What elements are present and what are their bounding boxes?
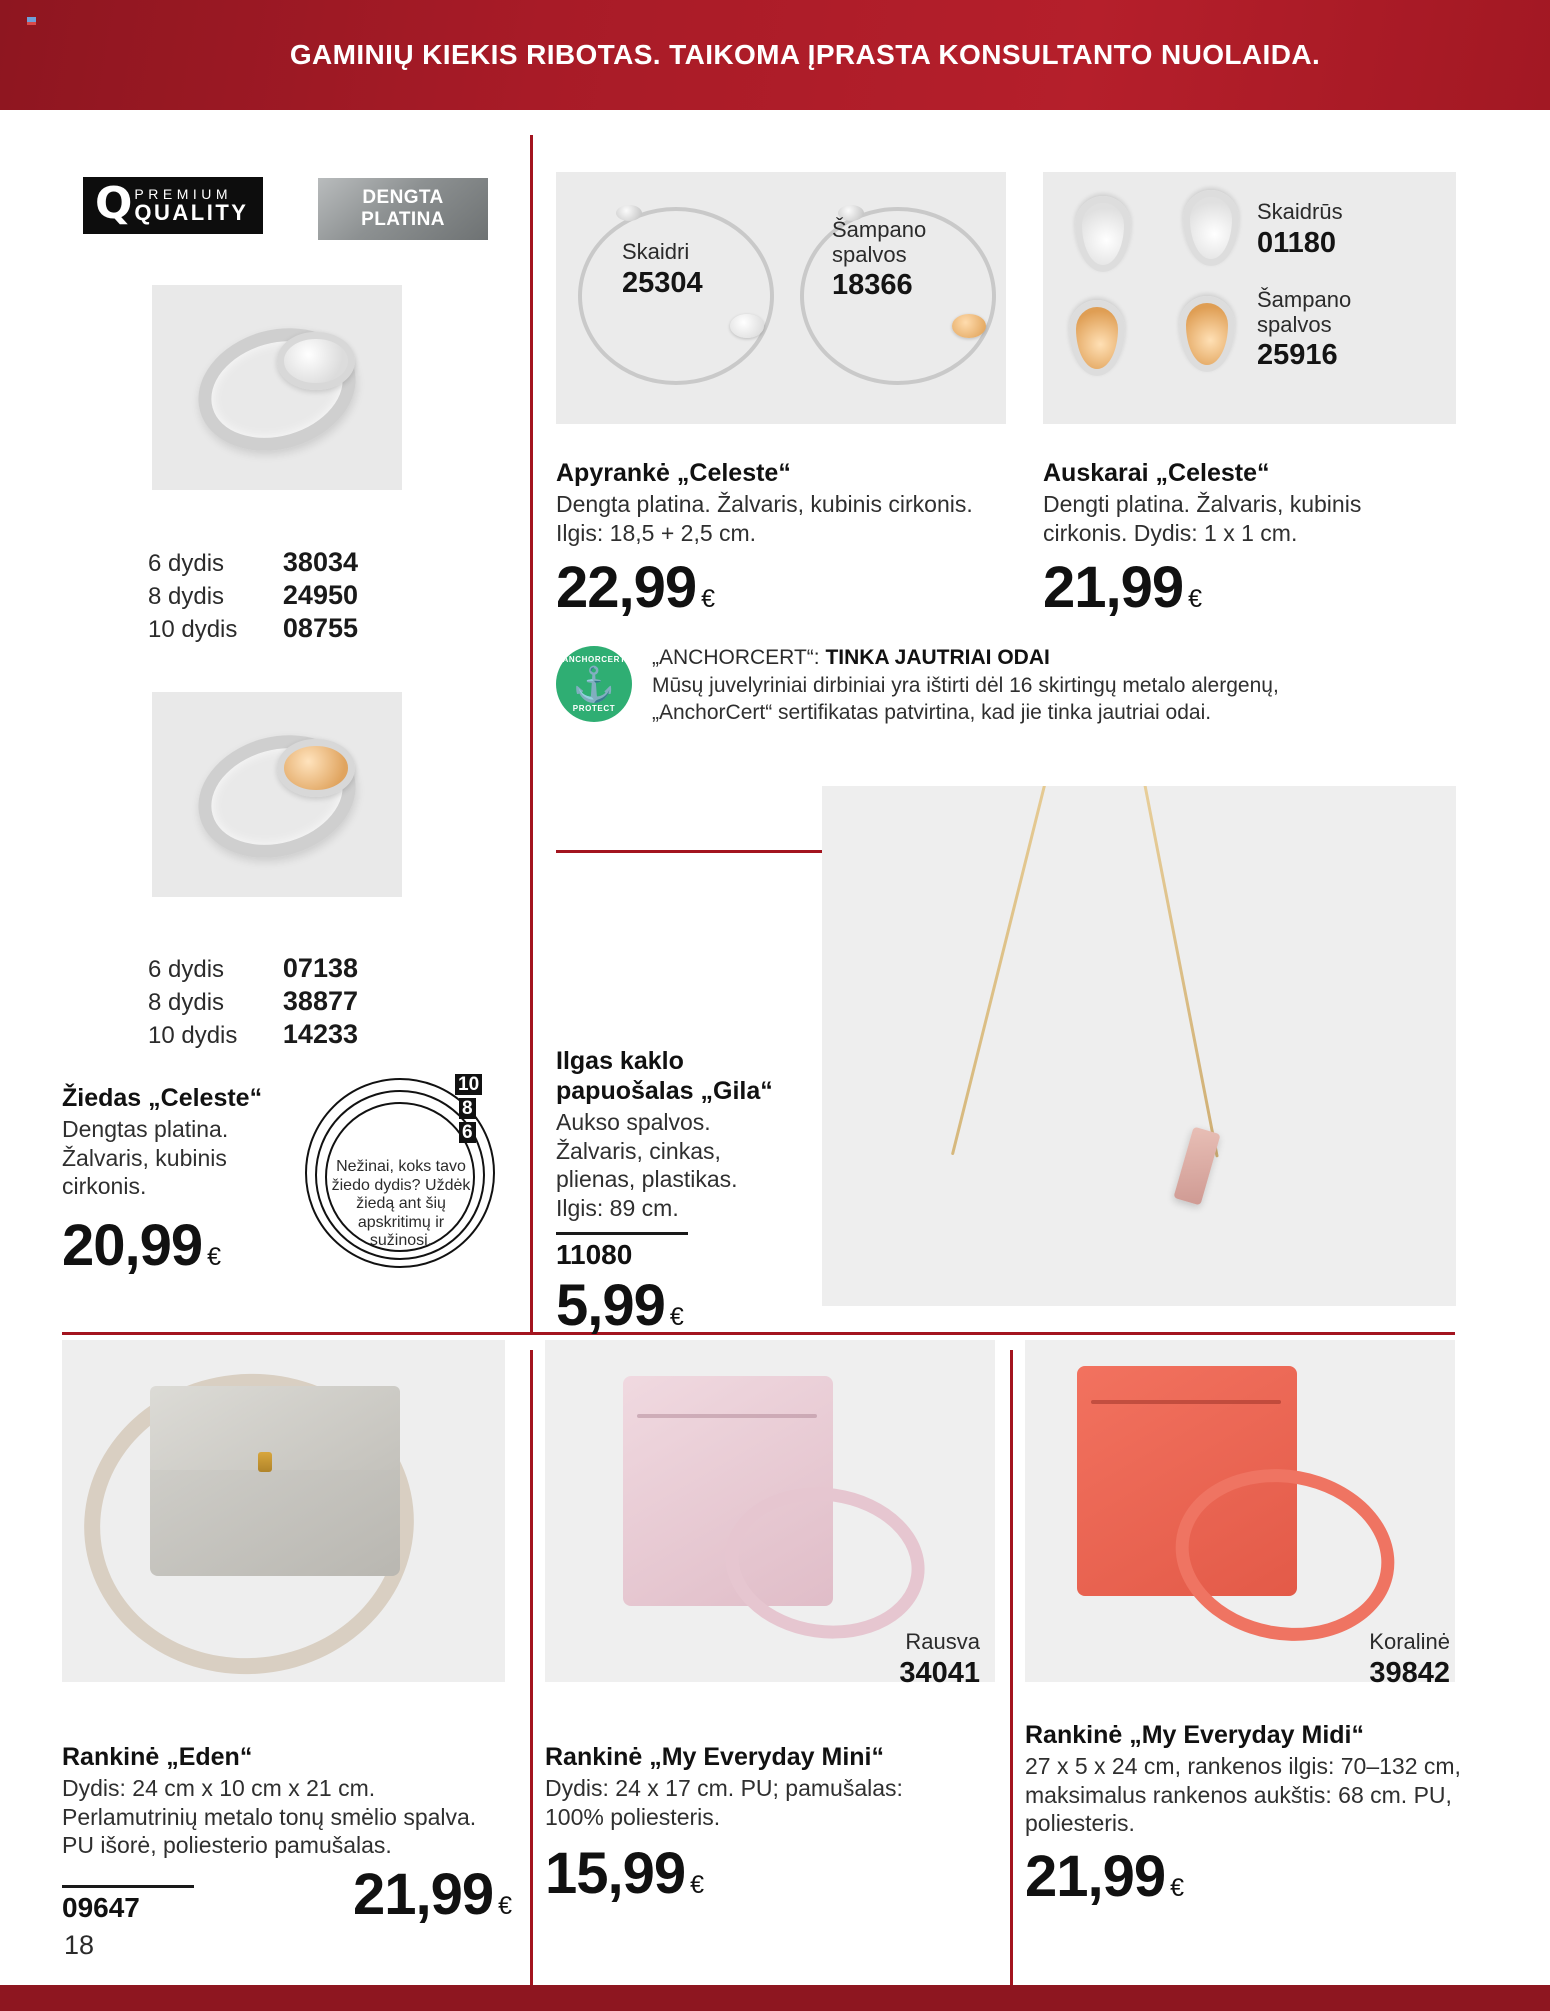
bag-eden-title: Rankinė „Eden“ [62,1743,253,1771]
size-code: 14233 [282,1019,358,1049]
sizer-label-6: 6 [459,1122,476,1143]
earrings-swatch-1-name: Skaidrūs [1257,199,1343,224]
necklace-product-info [556,1046,786,1339]
earrings-swatch-2-code: 25916 [1257,339,1338,372]
earrings-swatch-2-label [1257,288,1397,372]
bracelet-swatch-2-name: Šampano spalvos [832,217,927,267]
anchorcert-heading [652,646,1456,670]
divider-vertical-bag-2 [1010,1350,1013,1990]
size-label: 10 dydis [148,616,238,643]
necklace-desc-line-4: Ilgis: 89 cm. [556,1194,679,1221]
earrings-desc-line-2: cirkonis. Dydis: 1 x 1 cm. [1043,519,1298,546]
ring-product-info [62,1083,312,1278]
ring-desc-line-2: Žalvaris, kubinis [62,1144,227,1171]
bag-eden-price-currency: € [498,1891,512,1920]
bag-midi-info [1025,1720,1465,1909]
bracelet-desc-line-1: Dengta platina. Žalvaris, kubinis cirkonis. [556,491,973,517]
bracelet-gem-clear [730,314,764,338]
bag-midi-desc-line-1: 27 x 5 x 24 cm, rankenos ilgis: 70–132 cm, [1025,1753,1461,1779]
ring-champagne-size-row [148,1019,358,1050]
promo-header-banner [0,0,1550,110]
ring-clear-size-row [148,547,358,578]
necklace-price [556,1273,786,1339]
bracelet-price [556,555,1026,621]
bag-midi-price-value: 21,99 [1025,1843,1166,1909]
bag-eden-flap [150,1386,400,1470]
earring-stone-clear-a [1075,196,1131,272]
bag-midi-color-code: 39842 [1369,1656,1450,1689]
bag-mini-color-label [830,1630,980,1689]
ring-price-currency: € [207,1242,222,1271]
bag-mini-color-name: Rausva [905,1629,980,1654]
premium-quality-badge [83,177,263,234]
platina-line-2: PLATINA [361,209,445,230]
bracelet-clasp-clear [616,205,642,221]
bag-eden-desc-line-1: Dydis: 24 cm x 10 cm x 21 cm. [62,1775,376,1801]
premium-q-letter: Q [95,178,133,229]
bracelet-price-value: 22,99 [556,555,697,621]
earrings-swatch-1-label [1257,200,1397,259]
size-code: 07138 [282,953,358,983]
size-code: 24950 [282,580,358,610]
bracelet-title: Apyrankė „Celeste“ [556,459,791,487]
bracelet-product-info [556,458,1026,621]
anchorcert-body-line-1: Mūsų juvelyriniai dirbiniai yra ištirti dėl 16 skirtingų metalo alergenų, [652,674,1279,697]
premium-label: PREMIUM [134,185,233,202]
bag-midi-price-currency: € [1170,1873,1185,1902]
earrings-price [1043,555,1463,621]
platina-line-1: DENGTA [362,186,444,208]
ring-price-value: 20,99 [62,1212,203,1278]
necklace-pendant [1174,1127,1221,1206]
size-code: 38034 [282,547,358,577]
ring-price [62,1212,312,1278]
anchorcert-block [556,646,1456,727]
bag-eden-code-rule [62,1885,194,1888]
necklace-title-line-1: Ilgas kaklo [556,1047,684,1075]
anchorcert-badge-top-text: ANCHORCERT [562,655,626,664]
necklace-price-value: 5,99 [556,1273,665,1339]
bracelet-swatch-1-code: 25304 [622,266,703,299]
anchorcert-badge-bottom-text: PROTECT [572,704,616,713]
bag-midi-desc-line-3: poliesteris. [1025,1810,1135,1837]
ring-title: Žiedas „Celeste“ [62,1084,263,1112]
bag-eden-code: 09647 [62,1891,140,1923]
necklace-desc-line-3: plienas, plastikas. [556,1166,738,1193]
bracelet-price-currency: € [701,585,716,614]
ring-desc-line-3: cirkonis. [62,1173,147,1200]
crop-mark-icon [27,17,36,25]
earrings-swatch-2-name: Šampano spalvos [1257,287,1352,337]
bag-midi-zip [1091,1400,1281,1404]
size-code: 38877 [282,986,358,1016]
bag-mini-zip [637,1414,817,1418]
necklace-chain-right [1138,786,1218,1157]
size-label: 6 dydis [148,550,225,577]
ring-size-guide [305,1074,501,1274]
bag-midi-desc-line-2: maksimalus rankenos aukštis: 68 cm. PU, [1025,1781,1452,1808]
bag-mini-price-currency: € [690,1871,705,1900]
bag-midi-price [1025,1843,1465,1909]
ring-champagne-size-row [148,953,358,984]
ring-champagne-size-row [148,986,358,1017]
bag-mini-desc-line-2: 100% poliesteris. [545,1803,721,1830]
bag-eden-clasp [258,1452,272,1472]
bag-eden-desc-line-2: Perlamutrinių metalo tonų smėlio spalva. [62,1803,477,1830]
bag-eden-price [352,1861,512,1927]
sizer-label-8: 8 [459,1098,476,1119]
bracelet-gem-champagne [952,314,986,338]
earring-stone-clear-b [1183,190,1239,266]
ring-band-shape [184,717,371,875]
sizer-instructions: Nežinai, koks tavo žiedo dydis? Uždėk žiedą ant šių apskritimų ir sužinosi. [331,1158,471,1250]
earring-stone-champagne-b [1179,296,1235,372]
necklace-code-rule [556,1232,688,1235]
ring-champagne-photo [152,692,402,897]
page-number: 18 [64,1930,95,1960]
bag-midi-color-name: Koralinė [1369,1629,1450,1654]
anchorcert-badge-icon [556,646,632,722]
earrings-desc-line-1: Dengti platina. Žalvaris, kubinis [1043,491,1362,517]
anchor-icon: ⚓ [572,665,616,704]
bag-mini-color-code: 34041 [899,1656,980,1689]
earring-stone-champagne-a [1069,300,1125,376]
necklace-code: 11080 [556,1239,633,1271]
ring-clear-photo [152,285,402,490]
bag-mini-desc-line-1: Dydis: 24 x 17 cm. PU; pamušalas: [545,1775,903,1801]
bag-eden-price-value: 21,99 [352,1861,494,1927]
necklace-title-line-2: papuošalas „Gila“ [556,1077,773,1105]
size-label: 8 dydis [148,583,225,610]
earrings-product-info [1043,458,1463,621]
platinum-plated-badge [318,178,488,240]
bag-mini-price-value: 15,99 [545,1841,686,1907]
bracelet-desc-line-2: Ilgis: 18,5 + 2,5 cm. [556,519,757,546]
quality-label: QUALITY [134,199,249,225]
bag-eden-info [62,1742,512,1927]
earrings-price-currency: € [1188,585,1203,614]
necklace-desc-line-2: Žalvaris, cinkas, [556,1137,721,1164]
ring-stone-champagne [277,739,355,796]
necklace-photo [822,786,1456,1306]
bracelet-swatch-2-code: 18366 [832,269,913,302]
divider-vertical-bag-1 [530,1350,533,1990]
bag-midi-title: Rankinė „My Everyday Midi“ [1025,1721,1365,1749]
ring-desc-line-1: Dengtas platina. [62,1116,229,1142]
promo-headline: GAMINIŲ KIEKIS RIBOTAS. TAIKOMA ĮPRASTA KONSULTANTO NUOLAIDA. [289,39,1321,70]
anchorcert-heading-bold: TINKA JAUTRIAI ODAI [825,646,1050,669]
ring-clear-size-row [148,613,358,644]
necklace-chain-left [950,786,1051,1155]
ring-stone-clear [277,332,355,389]
earrings-swatch-1-code: 01180 [1257,226,1337,259]
size-code: 08755 [282,613,358,643]
bracelet-swatch-1-label [622,240,742,299]
size-label: 6 dydis [148,956,225,983]
bag-eden-photo [62,1340,505,1682]
bag-midi-color-label [1300,1630,1450,1689]
footer-bar [0,1985,1550,2011]
size-label: 10 dydis [148,1022,238,1049]
ring-clear-size-row [148,580,358,611]
divider-vertical-left [530,135,533,1335]
anchorcert-heading-prefix: „ANCHORCERT“: [652,646,826,669]
bag-mini-info [545,1742,985,1907]
earrings-price-value: 21,99 [1043,555,1184,621]
sizer-label-10: 10 [455,1074,482,1095]
necklace-price-currency: € [669,1303,684,1332]
size-label: 8 dydis [148,989,225,1016]
earrings-title: Auskarai „Celeste“ [1043,459,1270,487]
bag-mini-price [545,1841,985,1907]
bracelet-swatch-2-label [832,218,962,302]
ring-band-shape [184,310,371,468]
bracelet-swatch-1-name: Skaidri [622,239,690,264]
bag-mini-title: Rankinė „My Everyday Mini“ [545,1743,885,1771]
necklace-desc-line-1: Aukso spalvos. [556,1109,711,1135]
bag-eden-desc-line-3: PU išorė, poliesterio pamušalas. [62,1832,392,1859]
anchorcert-body-line-2: „AnchorCert“ sertifikatas patvirtina, kad jie tinka jautriai odai. [652,701,1212,725]
